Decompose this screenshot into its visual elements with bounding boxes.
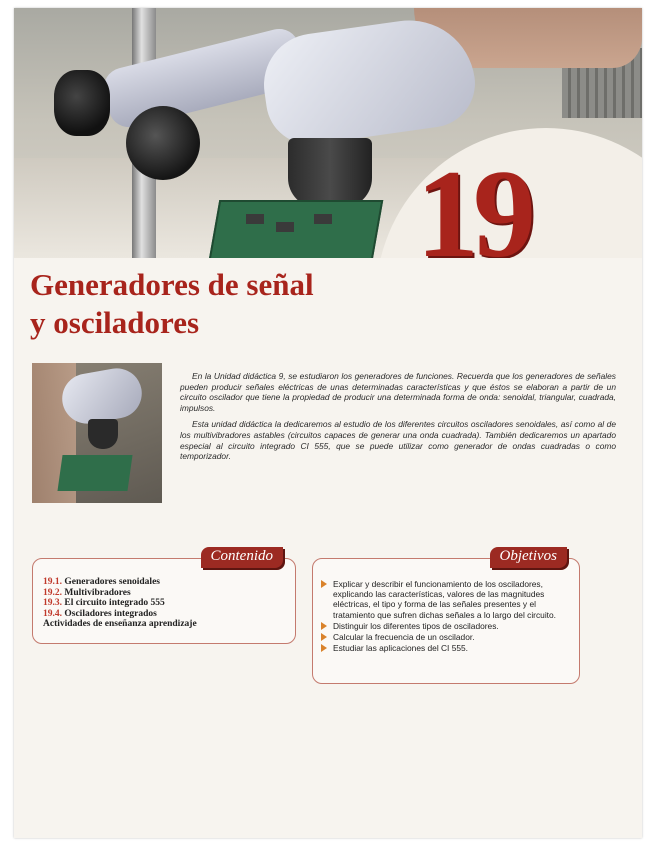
intro-text bbox=[180, 371, 616, 468]
item-label: Multivibradores bbox=[64, 587, 131, 598]
intro-paragraph-2: Esta unidad didáctica la dedicaremos al estudio de los diferentes circuitos osciladores senoidales, así como al de los multivibradores astables (circuitos capaces de generar una onda cuadrada). También dedicaremos un apartado especial al circuito integrado CI 555, que se puede utilizar como generador de ondas cuadradas o como temporizador. bbox=[180, 419, 616, 462]
arrow-bullet-icon bbox=[321, 580, 327, 588]
item-label: Osciladores integrados bbox=[64, 608, 157, 619]
item-label: Actividades de enseñanza aprendizaje bbox=[43, 619, 197, 629]
contenido-item bbox=[43, 577, 295, 588]
contenido-box bbox=[32, 548, 296, 644]
title-line-1: Generadores de señal bbox=[30, 267, 314, 302]
item-label: El circuito integrado 555 bbox=[64, 598, 165, 608]
objetivos-list bbox=[313, 559, 579, 653]
contenido-item bbox=[43, 609, 295, 620]
objetivo-item: Estudiar las aplicaciones del CI 555. bbox=[321, 643, 571, 653]
chapter-title bbox=[30, 266, 370, 342]
contenido-item bbox=[43, 598, 295, 609]
objetivos-heading: Objetivos bbox=[490, 547, 568, 568]
item-number: 19.1. bbox=[43, 577, 62, 587]
item-label: Generadores senoidales bbox=[64, 577, 160, 587]
intro-photo bbox=[32, 363, 162, 503]
arrow-bullet-icon bbox=[321, 644, 327, 652]
contenido-heading: Contenido bbox=[201, 547, 284, 568]
item-number: 19.4. bbox=[43, 608, 62, 619]
objetivos-box bbox=[312, 548, 580, 684]
item-number: 19.2. bbox=[43, 587, 62, 598]
header-photo bbox=[14, 8, 642, 258]
book-page bbox=[14, 8, 642, 838]
contenido-item bbox=[43, 588, 295, 599]
contenido-item bbox=[43, 619, 295, 630]
objetivo-item: Explicar y describir el funcionamiento de los osciladores, explicando las características, valores de las magnitudes eléctricas, el tipo y forma de las señales presentes y el tratamiento que sufren dichas señales a lo largo del circuito. bbox=[321, 579, 571, 620]
arrow-bullet-icon bbox=[321, 633, 327, 641]
title-line-2: y osciladores bbox=[30, 305, 200, 340]
objetivo-item: Calcular la frecuencia de un oscilador. bbox=[321, 632, 571, 642]
contenido-list bbox=[33, 559, 295, 630]
arrow-bullet-icon bbox=[321, 622, 327, 630]
item-number: 19.3. bbox=[43, 598, 62, 608]
objetivo-item: Distinguir los diferentes tipos de osciladores. bbox=[321, 621, 571, 631]
chapter-number: 19 bbox=[416, 145, 530, 258]
intro-paragraph-1: En la Unidad didáctica 9, se estudiaron los generadores de funciones. Recuerda que los generadores de señales pueden producir señales eléctricas de unas determinadas características y que éstos se elaboran a partir de un circuito oscilador que tiene la propiedad de producir una determinada forma de onda: senoidal, triangular, cuadrada, impulsos. bbox=[180, 371, 616, 413]
